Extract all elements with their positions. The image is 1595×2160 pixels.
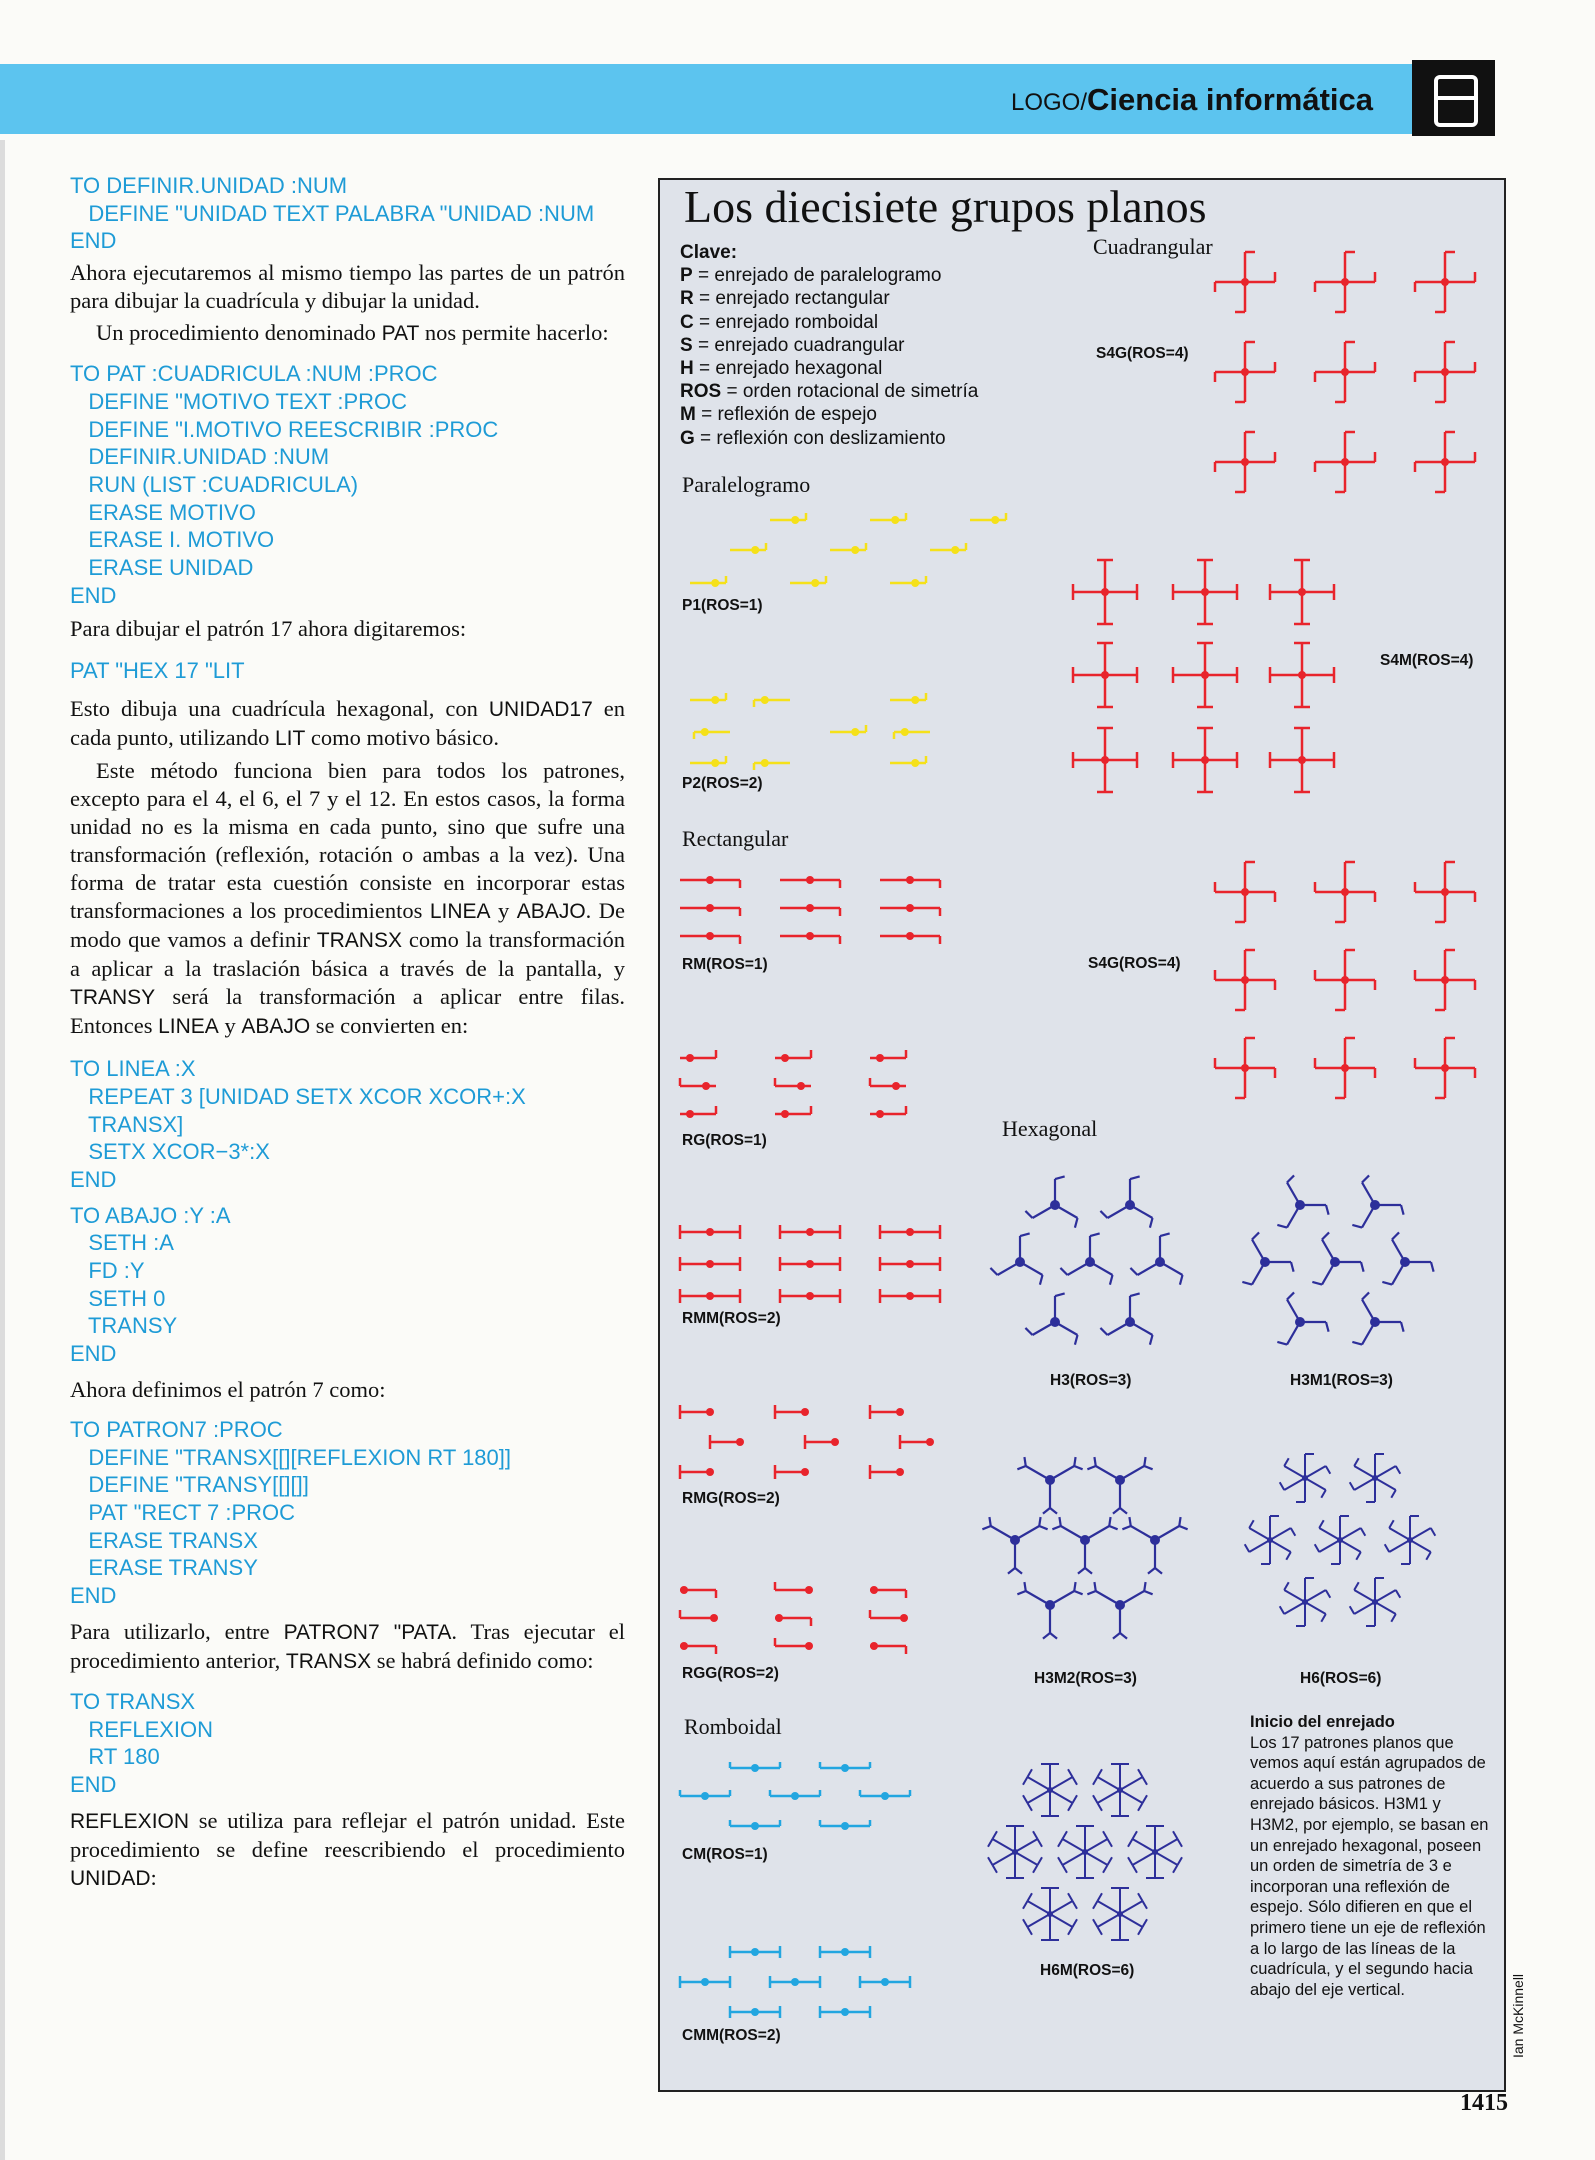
pattern-s4g bbox=[1215, 252, 1475, 492]
code-pat: TO PAT :CUADRICULA :NUM :PROC DEFINE "MOTIVO TEXT :PROC DEFINE "I.MOTIVO REESCRIBIR :PROC DEFINIR.UNIDAD :NUM RUN (LIST :CUADRICULA) ERASE MOTIVO ERASE I. MOTIVO ERASE UNIDAD END bbox=[70, 361, 499, 608]
label-cmm: CMM(ROS=2) bbox=[682, 2027, 781, 2044]
section-romboidal: Romboidal bbox=[684, 1714, 782, 1739]
label-cm: CM(ROS=1) bbox=[682, 1846, 768, 1863]
label-rmm: RMM(ROS=2) bbox=[682, 1310, 781, 1327]
pattern-h3m2 bbox=[982, 1457, 1187, 1638]
section-cuadrangular: Cuadrangular bbox=[1093, 234, 1213, 259]
label-rgg: RGG(ROS=2) bbox=[682, 1665, 779, 1682]
key-item: H = enrejado hexagonal bbox=[680, 358, 883, 380]
paragraph: Ahora ejecutaremos al mismo tiempo las partes de un patrón para dibujar la cuadrícula y dibujar la unidad. bbox=[70, 260, 625, 314]
header-prefix: LOGO/ bbox=[1010, 89, 1088, 116]
pattern-h3 bbox=[990, 1176, 1182, 1344]
key-item: G = reflexión con deslizamiento bbox=[680, 427, 946, 449]
section-rectangular: Rectangular bbox=[682, 826, 789, 851]
paragraph: Para dibujar el patrón 17 ahora digitaremos: bbox=[70, 616, 467, 642]
key-item: C = enrejado romboidal bbox=[680, 311, 879, 333]
pattern-s4g-2 bbox=[1215, 862, 1475, 1098]
label-s4g: S4G(ROS=4) bbox=[1096, 345, 1189, 362]
label-rg: RG(ROS=1) bbox=[682, 1132, 767, 1149]
key-item: M = reflexión de espejo bbox=[680, 404, 877, 426]
note-text: Los 17 patrones planos que vemos aquí están agrupados de acuerdo a sus patrones de enrejado básicos. H3M1 y H3M2, por ejemplo, se basan en un enrejado hexagonal, poseen un orden de simetría de 3 e incorporan una reflexión de espejo. Sólo difieren en que el primero tiene un eje de reflexión a lo largo de las líneas de la cuadrícula, y el segundo hacia abajo del eje vertical. bbox=[1250, 1733, 1489, 1999]
pattern-h6 bbox=[1245, 1454, 1436, 1626]
label-h3m1: H3M1(ROS=3) bbox=[1290, 1372, 1393, 1389]
label-s4m: S4M(ROS=4) bbox=[1380, 652, 1474, 669]
pattern-h3m1 bbox=[1242, 1175, 1433, 1344]
code-abajo: TO ABAJO :Y :A SETH :A FD :Y SETH 0 TRANSY END bbox=[70, 1202, 231, 1367]
paragraph: Este método funciona bien para todos los patrones, excepto para el 4, el 6, el 7 y el 12. En estos casos, la forma unidad no es la misma en cada punto, sino que sufre una transformación (reflexión, rotación o ambas a la vez). Una forma de tratar esta cuestión consiste en incorporar estas transformaciones a los procedimientos LINEA y ABAJO. De modo que vamos a definir TRANSX como la transformación a aplicar a la traslación básica a través de la pantalla, y TRANSY será la transformación a aplicar entre filas. Entonces LINEA y ABAJO se convierten en: bbox=[70, 758, 626, 1039]
page-number: 1415 bbox=[1460, 2090, 1508, 2116]
paragraph: REFLEXION se utiliza para reflejar el patrón unidad. Este procedimiento se define reescribiendo el procedimiento UNIDAD: bbox=[70, 1807, 625, 1890]
label-rmg: RMG(ROS=2) bbox=[682, 1490, 780, 1507]
section-paralelogramo: Paralelogramo bbox=[682, 472, 811, 497]
photo-credit: Ian McKinnell bbox=[1510, 1973, 1526, 2058]
section-hexagonal: Hexagonal bbox=[1002, 1116, 1098, 1141]
pattern-rg bbox=[680, 1050, 906, 1118]
pattern-s4m bbox=[1073, 560, 1334, 792]
key-title: Clave: bbox=[680, 242, 738, 263]
pattern-rmg bbox=[680, 1405, 934, 1479]
figure-title: Los diecisiete grupos planos bbox=[684, 181, 1207, 232]
pattern-h6m bbox=[988, 1764, 1182, 1940]
code-pat-hex: PAT "HEX 17 "LIT bbox=[70, 658, 245, 684]
pattern-rgg bbox=[680, 1582, 908, 1654]
paragraph: Esto dibuja una cuadrícula hexagonal, con UNIDAD17 en cada punto, utilizando LIT como motivo básico. bbox=[70, 696, 625, 751]
key-item: P = enrejado de paralelogramo bbox=[680, 265, 942, 287]
label-rm: RM(ROS=1) bbox=[682, 956, 768, 973]
paragraph: Ahora definimos el patrón 7 como: bbox=[70, 1376, 386, 1402]
code-transx: TO TRANSX REFLEXION RT 180 END bbox=[70, 1688, 214, 1797]
paragraph: Para utilizarlo, entre PATRON7 "PATA. Tras ejecutar el procedimiento anterior, TRANSX se habrá definido como: bbox=[70, 1618, 625, 1673]
label-h6: H6(ROS=6) bbox=[1300, 1670, 1382, 1687]
label-h3: H3(ROS=3) bbox=[1050, 1372, 1132, 1389]
header-title: Ciencia informática bbox=[1087, 82, 1373, 117]
code-linea: TO LINEA :X REPEAT 3 [UNIDAD SETX XCOR XCOR+:X TRANSX] SETX XCOR−3*:X END bbox=[70, 1056, 526, 1192]
code-definir-unidad: TO DEFINIR.UNIDAD :NUM DEFINE "UNIDAD TEXT PALABRA "UNIDAD :NUM END bbox=[70, 173, 595, 254]
pattern-rmm bbox=[680, 1225, 940, 1303]
label-p2: P2(ROS=2) bbox=[682, 775, 763, 792]
note-title: Inicio del enrejado bbox=[1250, 1713, 1395, 1731]
pattern-rm bbox=[680, 876, 940, 944]
pattern-cm bbox=[680, 1762, 910, 1830]
label-h6m: H6M(ROS=6) bbox=[1040, 1962, 1135, 1979]
paragraph: Un procedimiento denominado PAT nos permite hacerlo: bbox=[96, 320, 609, 346]
label-h3m2: H3M2(ROS=3) bbox=[1034, 1670, 1137, 1687]
pattern-p1 bbox=[690, 513, 1006, 587]
code-patron7: TO PATRON7 :PROC DEFINE "TRANSX[[][REFLEXION RT 180]] DEFINE "TRANSY[[][]] PAT "RECT 7 :PROC ERASE TRANSX ERASE TRANSY END bbox=[70, 1416, 511, 1609]
pattern-p2 bbox=[690, 693, 930, 770]
key-item: S = enrejado cuadrangular bbox=[680, 334, 905, 356]
label-s4g-2: S4G(ROS=4) bbox=[1088, 955, 1181, 972]
pattern-cmm bbox=[680, 1946, 910, 2018]
label-p1: P1(ROS=1) bbox=[682, 597, 763, 614]
key-item: R = enrejado rectangular bbox=[680, 288, 890, 310]
key-item: ROS = orden rotacional de simetría bbox=[680, 381, 979, 403]
